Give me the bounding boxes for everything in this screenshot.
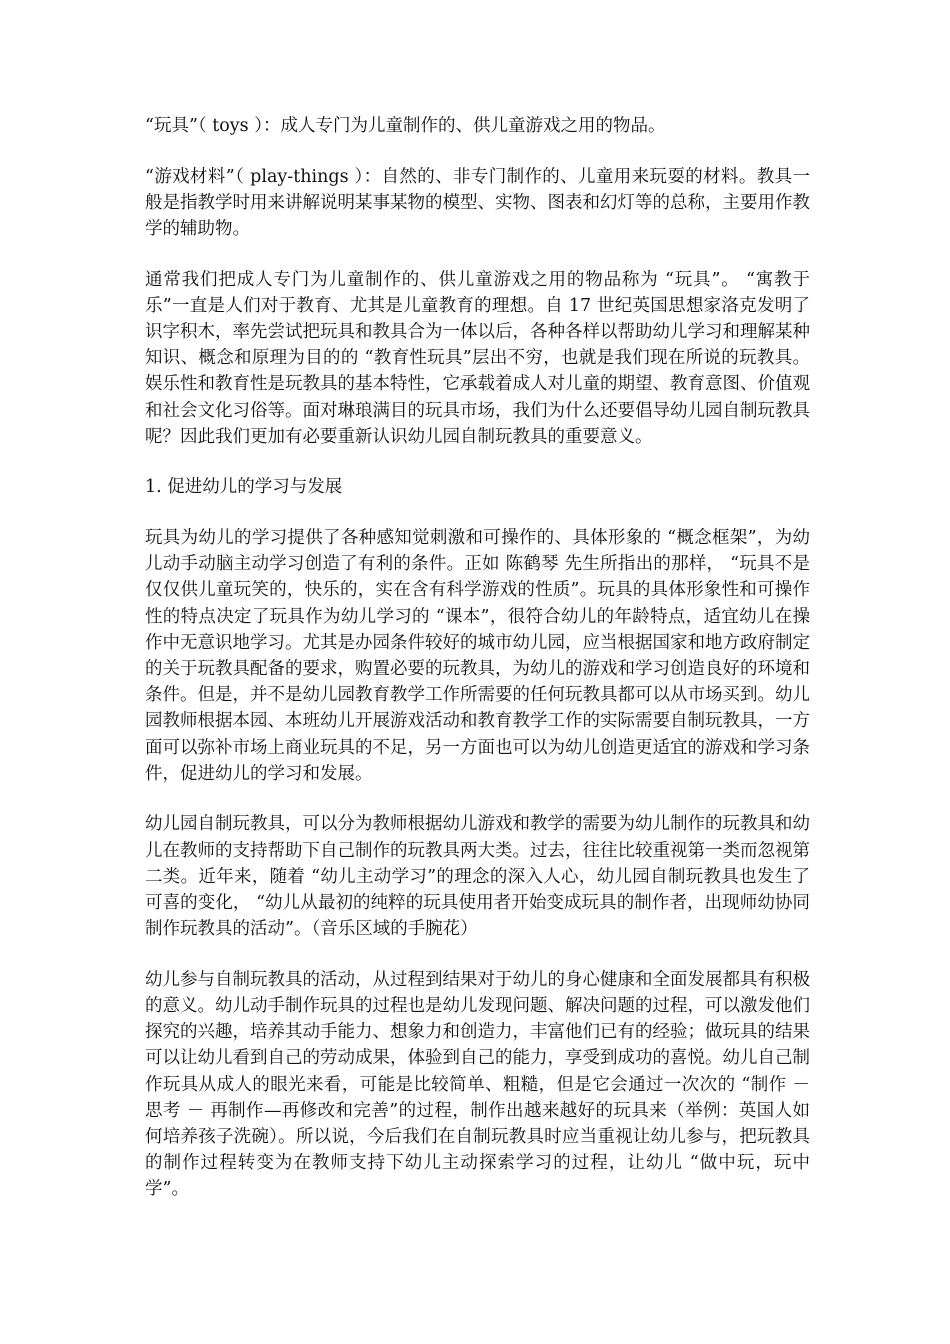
body-paragraph: 玩具为幼儿的学习提供了各种感知觉刺激和可操作的、具体形象的 “概念框架”，为幼儿动手动脑主动学习创造了有利的条件。正如 陈鹤琴 先生所指出的那样， “玩具不是仅仅供儿童玩笑的，快乐的，实在含有科学游戏的性质”。玩具的具体形象性和可操作性的特点决定了玩具作为幼儿学习的 “课本”，很符合幼儿的年龄特点，适宜幼儿在操作中无意识地学习。尤其是办园条件较好的城市幼儿园，应当根据国家和地方政府制定的关于玩教具配备的要求，购置必要的玩教具，为幼儿的游戏和学习创造良好的环境和条件。但是，并不是幼儿园教育教学工作所需要的任何玩教具都可以从市场买到。幼儿园教师根据本园、本班幼儿开展游戏活动和教育教学工作的实际需要自制玩教具，一方面可以弥补市场上商业玩具的不足，另一方面也可以为幼儿创造更适宜的游戏和学习条件，促进幼儿的学习和发展。 [145,528,810,784]
body-paragraph: 幼儿参与自制玩教具的活动，从过程到结果对于幼儿的身心健康和全面发展都具有积极的意义。幼儿动手制作玩具的过程也是幼儿发现问题、解决问题的过程，可以激发他们探究的兴趣，培养其动手能力、想象力和创造力，丰富他们已有的经验；做玩具的结果可以让幼儿看到自己的劳动成果，体验到自己的能力，享受到成功的喜悦。幼儿自己制作玩具从成人的眼光来看，可能是比较简单、粗糙，但是它会通过一次次的 “制作 － 思考 － 再制作—再修改和完善”的过程，制作出越来越好的玩具来（举例：英国人如何培养孩子洗碗）。所以说，今后我们在自制玩教具时应当重视让幼儿参与，把玩教具的制作过程转变为在教师支持下幼儿主动探索学习的过程，让幼儿 “做中玩，玩中学”。 [145,969,810,1200]
definition-toys-paragraph: “玩具”（ toys ）：成人专门为儿童制作的、供儿童游戏之用的物品。 [145,116,666,136]
body-paragraph: 幼儿园自制玩教具，可以分为教师根据幼儿游戏和教学的需要为幼儿制作的玩教具和幼儿在教师的支持帮助下自己制作的玩教具两大类。过去，往往比较重视第一类而忽视第二类。近年来，随着 “幼儿主动学习”的理念的深入人心，幼儿园自制玩教具也发生了可喜的变化， “幼儿从最初的纯粹的玩具使用者开始变成玩具的制作者，出现师幼协同制作玩教具的活动”。（音乐区域的手腕花） [145,814,810,940]
intro-paragraph: 通常我们把成人专门为儿童制作的、供儿童游戏之用的物品称为 “玩具”。 “寓教于乐”一直是人们对于教育、尤其是儿童教育的理想。自 17 世纪英国思想家洛克发明了识字积木，率先尝试把玩具和教具合为一体以后，各种各样以帮助幼儿学习和理解某种知识、概念和原理为目的的 “教育性玩具”层出不穷，也就是我们现在所说的玩教具。娱乐性和教育性是玩教具的基本特性，它承载着成人对儿童的期望、教育意图、价值观和社会文化习俗等。面对琳琅满目的玩具市场，我们为什么还要倡导幼儿园自制玩教具呢？因此我们更加有必要重新认识幼儿园自制玩教具的重要意义。 [145,269,810,447]
definition-play-things-paragraph: “游戏材料”（ play-things ）：自然的、非专门制作的、儿童用来玩耍的材料。教具一般是指教学时用来讲解说明某事某物的模型、实物、图表和幻灯等的总称，主要用作教学的辅助物。 [145,166,810,239]
section-heading: 1. 促进幼儿的学习与发展 [145,477,343,498]
document-body [145,113,810,1227]
